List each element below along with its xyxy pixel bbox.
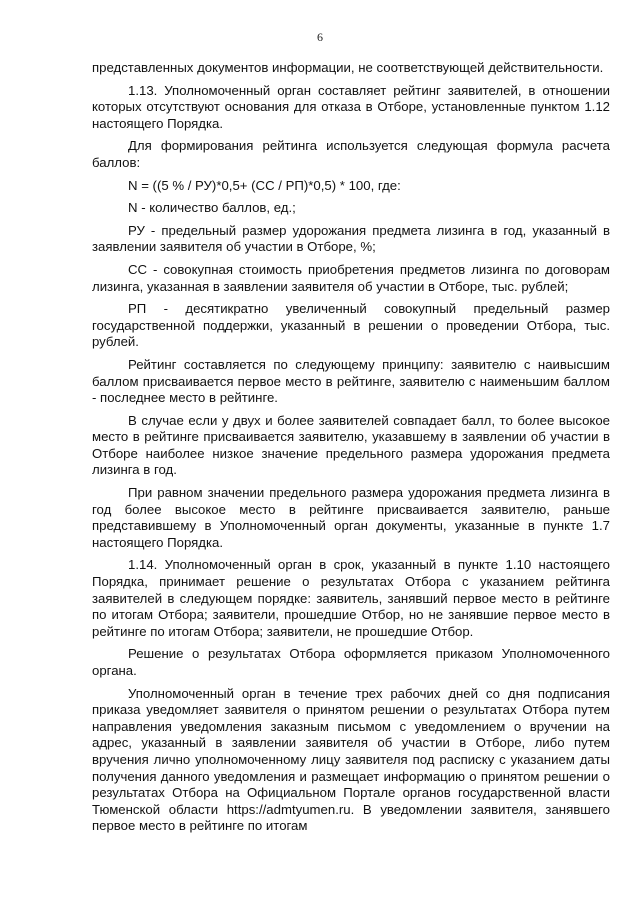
page-number: 6	[317, 30, 323, 44]
paragraph-notification: Уполномоченный орган в течение трех рабочих дней со дня подписания приказа уведомляет заявителя о принятом решении о результатах Отбора путем направления уведомления заказным письмом с уведомлением о вручении на адрес, указанный в заявлении заявителя об участии в Отборе, либо путем вручения лично уполномоченному лицу заявителя под расписку с указанием даты получения данного уведомления и размещает информацию о принятом решении о результатах Отбора на Официальном Портале органов государственной власти Тюменской области https://admtyumen.ru. В уведомлении заявителя, занявшего первое место в рейтинге по итогам	[92, 685, 610, 834]
paragraph-rating-principle: Рейтинг составляется по следующему принципу: заявителю с наивысшим баллом присваивается первое место в рейтинге, заявителю с наименьшим баллом - последнее место в рейтинге.	[92, 356, 610, 406]
paragraph-decision-order: Решение о результатах Отбора оформляется приказом Уполномоченного органа.	[92, 646, 610, 678]
formula-variable-rp: РП - десятикратно увеличенный совокупный предельный размер государственной поддержки, указанный в решении о проведении Отбора, тыс. рублей.	[92, 301, 610, 350]
paragraph-clause-1-14: 1.14. Уполномоченный орган в срок, указанный в пункте 1.10 настоящего Порядка, принимает решение о результатах Отбора с указанием рейтинга заявителей в следующем порядке: заявитель, занявший первое место в рейтинге по итогам Отбора; заявители, прошедшие Отбор, но не занявшие первое место в рейтинге по итогам Отбора; заявители, не прошедшие Отбор.	[92, 557, 610, 639]
paragraph-equal-score: В случае если у двух и более заявителей совпадает балл, то более высокое место в рейтинге присваивается заявителю, указавшему в заявлении об участии в Отборе наиболее низкое значение предельного размера удорожания предмета лизинга в год.	[92, 412, 610, 478]
paragraph-continuation: представленных документов информации, не соответствующей действительности.	[92, 60, 604, 75]
paragraph-equal-rate: При равном значении предельного размера удорожания предмета лизинга в год более высокое место в рейтинге присваивается заявителю, раньше представившему в Уполномоченный орган документы, указанные в пункте 1.7 настоящего Порядка.	[92, 485, 610, 550]
formula-variable-ss: СС - совокупная стоимость приобретения предметов лизинга по договорам лизинга, указанная в заявлении заявителя об участии в Отборе, тыс. рублей;	[92, 261, 610, 294]
rating-formula: N = ((5 % / РУ)*0,5+ (СС / РП)*0,5) * 100, где:	[128, 177, 401, 193]
document-body	[92, 60, 610, 841]
paragraph-formula-intro: Для формирования рейтинга используется следующая формула расчета баллов:	[92, 138, 610, 170]
formula-variable-ru: РУ - предельный размер удорожания предмета лизинга в год, указанный в заявлении заявителя об участии в Отборе, %;	[92, 222, 610, 255]
formula-variable-n: N - количество баллов, ед.;	[128, 200, 296, 216]
paragraph-clause-1-13: 1.13. Уполномоченный орган составляет рейтинг заявителей, в отношении которых отсутствуют основания для отказа в Отборе, установленные пунктом 1.12 настоящего Порядка.	[92, 82, 610, 131]
